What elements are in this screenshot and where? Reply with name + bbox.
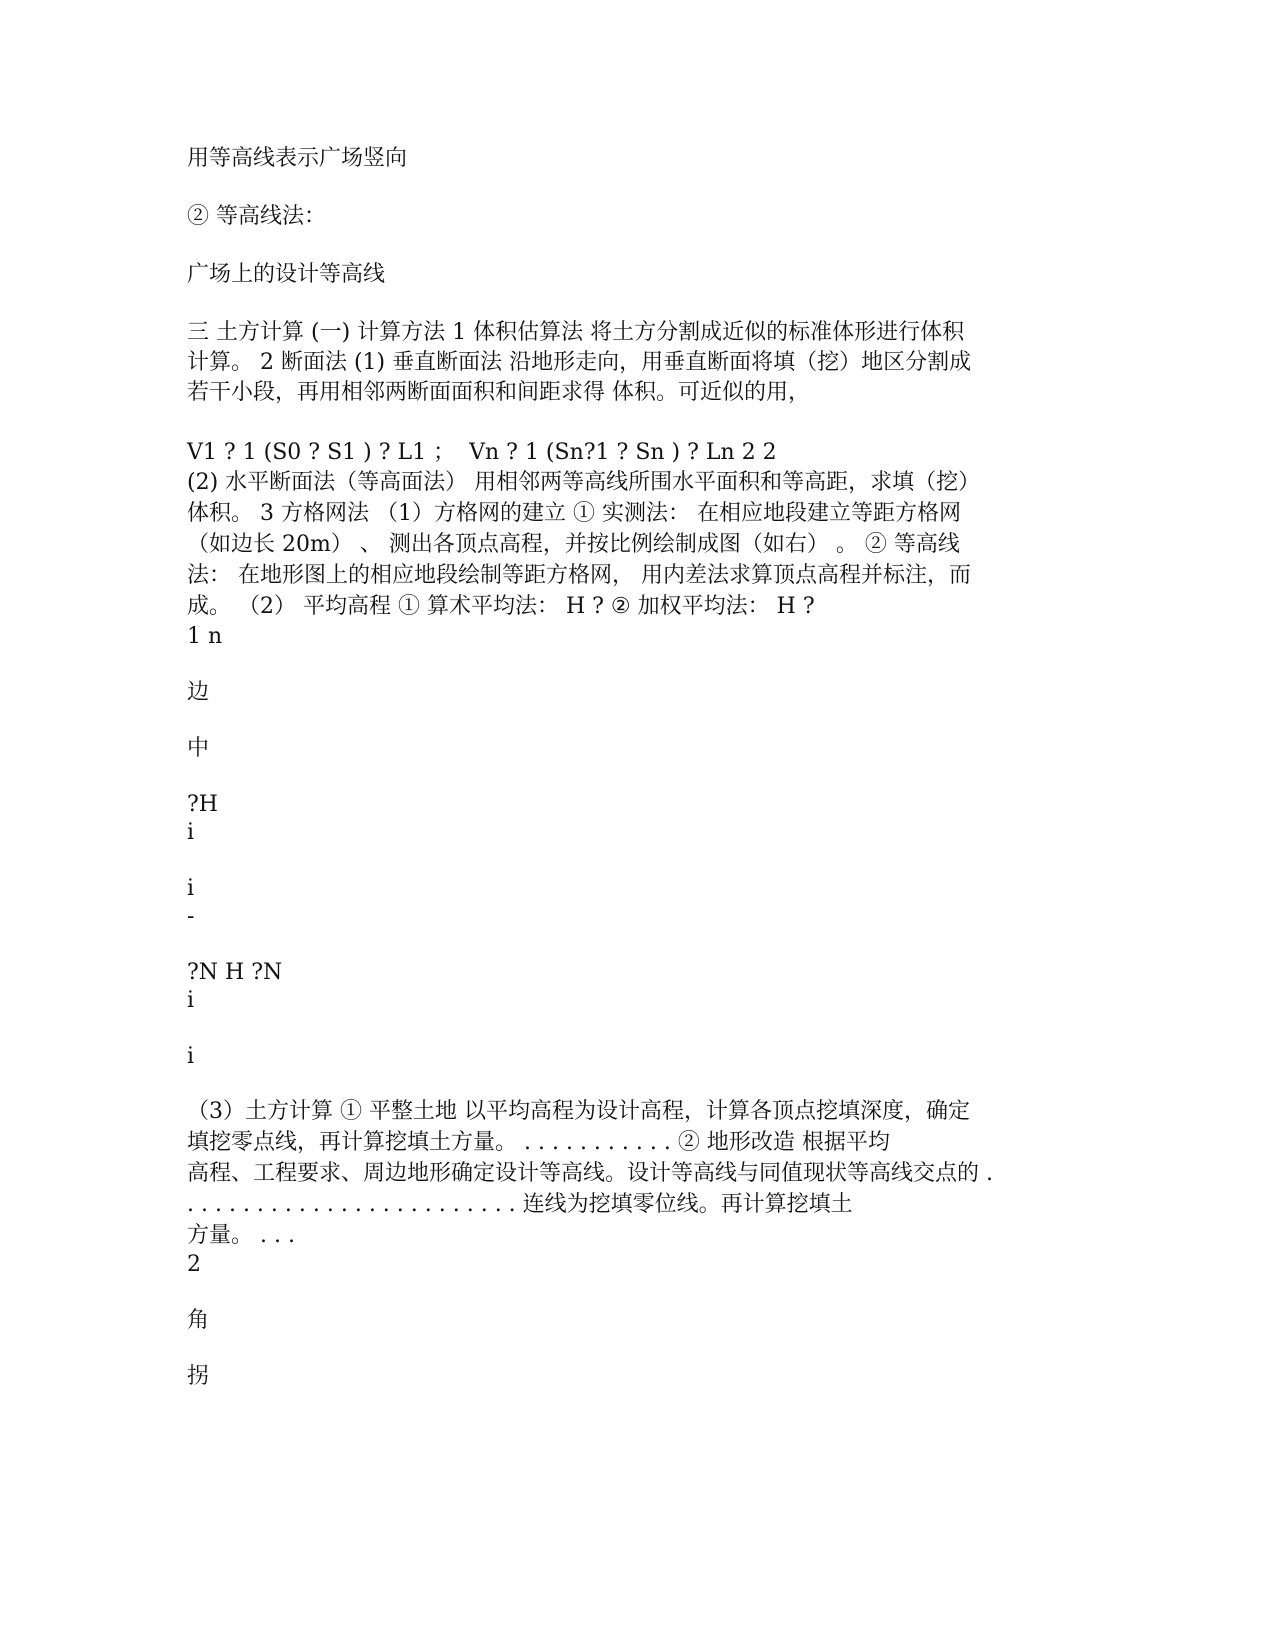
text-line-fragment: ?H <box>187 792 218 817</box>
text-line-earthwork-calc-2: 填挖零点线，再计算挖填土方量。 . . . . . . . . . . . ② 地形改造 根据平均 <box>187 1130 890 1155</box>
text-line-fragment: i <box>187 876 195 901</box>
text-line-earthwork-calc-5: 方量。 . . . <box>187 1223 295 1248</box>
text-line-horizontal-2: 体积。 3 方格网法 （1）方格网的建立 ① 实测法： 在相应地段建立等距方格网 <box>187 501 961 526</box>
text-line-fragment: 边 <box>187 680 210 705</box>
text-line-fragment: 1 n <box>187 624 223 649</box>
text-line-fragment: 角 <box>187 1308 210 1333</box>
text-line-formula: V1 ? 1 (S0 ? S1 ) ? L1 ； Vn ? 1 (Sn?1 ? Sn ) ? Ln 2 2 <box>187 440 777 465</box>
text-line-horizontal-1: (2) 水平断面法（等高面法） 用相邻两等高线所围水平面积和等高距，求填（挖） <box>187 470 981 495</box>
text-line-earthwork-calc-4: . . . . . . . . . . . . . . . . . . . . . . . . 连线为挖填零位线。再计算挖填土 <box>187 1192 853 1217</box>
text-line-earthwork-1: 三 土方计算 (一) 计算方法 1 体积估算法 将土方分割成近似的标准体形进行体积 <box>187 320 965 345</box>
text-line-earthwork-calc-3: 高程、工程要求、周边地形确定设计等高线。设计等高线与同值现状等高线交点的 . <box>187 1161 993 1186</box>
text-line-earthwork-calc-1: （3）土方计算 ① 平整土地 以平均高程为设计高程，计算各顶点挖填深度，确定 <box>187 1099 970 1124</box>
text-line-average: 成。 （2） 平均高程 ① 算术平均法： H ? ② 加权平均法： H ? <box>187 594 815 619</box>
text-line-fragment: i <box>187 1044 195 1069</box>
text-line-fragment: 拐 <box>187 1364 210 1389</box>
text-line-contour-method: ② 等高线法： <box>187 204 326 229</box>
text-line-fragment: 中 <box>187 736 210 761</box>
text-line-horizontal-4: 法： 在地形图上的相应地段绘制等距方格网， 用内差法求算顶点高程并标注，而 <box>187 563 971 588</box>
text-line-horizontal-3: （如边长 20m） 、 测出各顶点高程，并按比例绘制成图（如右） 。 ② 等高线 <box>187 532 960 557</box>
text-line-fragment: i <box>187 988 195 1013</box>
text-line-earthwork-2: 计算。 2 断面法 (1) 垂直断面法 沿地形走向，用垂直断面将填（挖）地区分割成 <box>187 350 972 375</box>
text-line-fragment: ?N H ?N <box>187 960 283 985</box>
text-line-fragment: i <box>187 820 195 845</box>
text-line-fragment: 2 <box>187 1252 201 1277</box>
text-line-fragment: - <box>187 904 195 929</box>
text-line-contour-intro: 用等高线表示广场竖向 <box>187 146 408 171</box>
text-line-design-contour: 广场上的设计等高线 <box>187 262 386 287</box>
text-line-earthwork-3: 若干小段，再用相邻两断面面积和间距求得 体积。可近似的用， <box>187 380 810 405</box>
